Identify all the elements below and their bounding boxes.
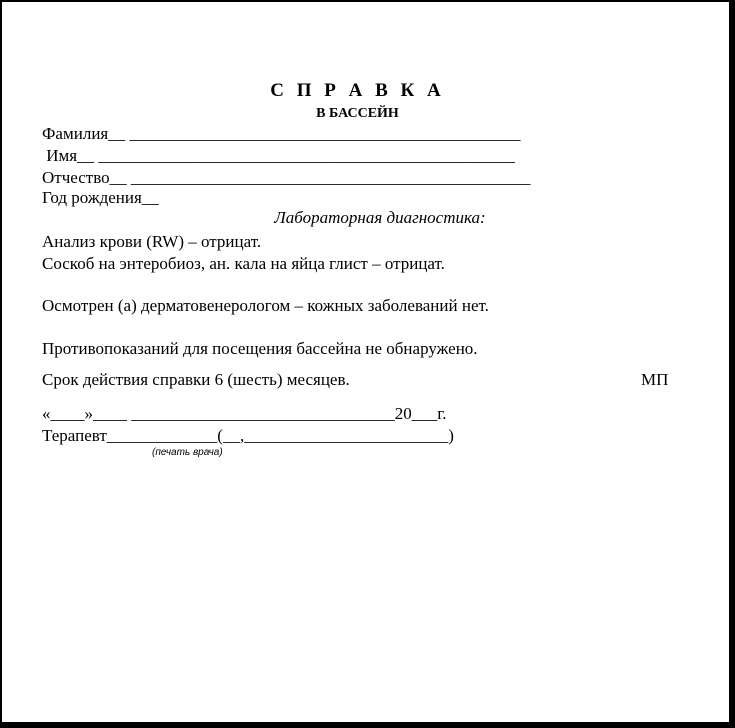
- surname-field: Фамилия__ ______________________________________________: [42, 124, 521, 143]
- stamp-place-label: МП: [641, 370, 669, 389]
- dermatology-statement: Осмотрен (а) дерматовенерологом – кожных заболеваний нет.: [42, 296, 489, 315]
- lab-result-enterobiosis: Соскоб на энтеробиоз, ан. кала на яйца глист – отрицат.: [42, 254, 445, 273]
- lab-result-blood: Анализ крови (RW) – отрицат.: [42, 232, 262, 251]
- name-field: Имя__ _________________________________________________: [42, 146, 515, 165]
- contraindications-statement: Противопоказаний для посещения бассейна не обнаружено.: [42, 339, 478, 358]
- therapist-signature-line: Терапевт_____________(__,________________________): [42, 426, 454, 445]
- document-subtitle: В БАССЕЙН: [316, 106, 399, 121]
- validity-statement: Срок действия справки 6 (шесть) месяцев.: [42, 370, 350, 389]
- doctor-stamp-note: (печать врача): [152, 447, 223, 458]
- patronymic-field: Отчество__ _______________________________________________: [42, 168, 531, 187]
- birth-year-field: Год рождения__: [42, 188, 159, 207]
- lab-diagnostics-heading: Лабораторная диагностика:: [274, 208, 486, 227]
- document-title: С П Р А В К А: [270, 80, 445, 101]
- date-line: «____»____ _______________________________20___г.: [42, 404, 447, 423]
